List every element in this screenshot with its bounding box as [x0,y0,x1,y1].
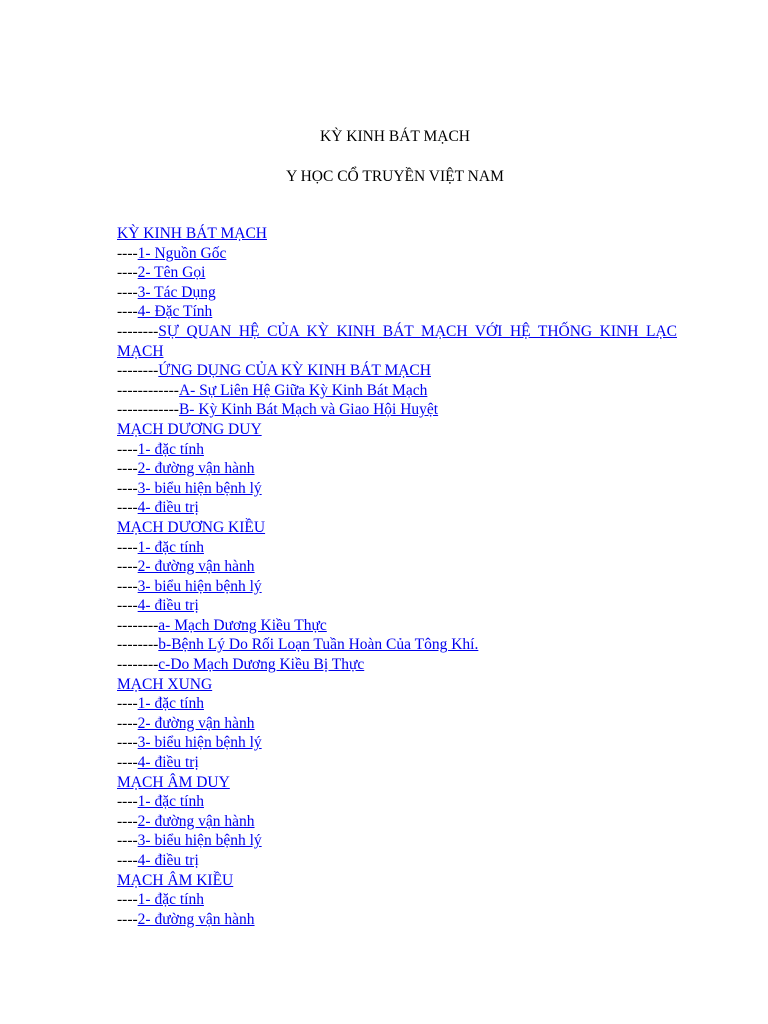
toc-item [117,498,677,518]
toc-link[interactable]: 3- biểu hiện bệnh lý [137,479,262,497]
toc-link[interactable]: 1- đặc tính [137,793,204,811]
toc-link[interactable]: MẠCH DƯƠNG KIỀU [117,518,266,536]
toc-indent-dashes: ---- [117,754,138,772]
toc-indent-dashes: ---- [117,695,138,713]
toc-item [117,753,677,773]
document-subtitle: Y HỌC CỔ TRUYỀN VIỆT NAM [286,168,504,185]
toc-link[interactable]: 4- điều trị [137,499,199,517]
toc-link[interactable]: 1- Nguồn Gốc [137,244,227,262]
toc-item [117,263,677,283]
toc-item [117,890,677,910]
toc-indent-dashes: ------------ [117,381,179,399]
toc-indent-dashes: ---- [117,577,138,595]
toc-link[interactable]: 2- Tên Gọi [137,264,206,282]
toc-item [117,635,677,655]
toc-link[interactable]: 1- đặc tính [137,891,204,909]
toc-item [117,655,677,675]
toc-indent-dashes: ---- [117,440,138,458]
toc-item [117,812,677,832]
toc-link[interactable]: MẠCH ÂM KIỀU [117,871,234,889]
toc-indent-dashes: ---- [117,852,138,869]
toc-link[interactable]: 3- biểu hiện bệnh lý [137,832,262,850]
toc-link[interactable]: ỨNG DỤNG CỦA KỲ KINH BÁT MẠCH [158,362,431,380]
toc-indent-dashes: ---- [117,479,138,497]
toc-link[interactable]: A- Sự Liên Hệ Giữa Kỳ Kinh Bát Mạch [178,381,428,399]
toc-item [117,479,677,499]
toc-link[interactable]: 3- biểu hiện bệnh lý [137,577,262,595]
toc-item [117,557,677,577]
toc-link[interactable]: 2- đường vận hành [137,910,255,928]
toc-indent-dashes: ---- [117,264,138,282]
toc-link[interactable]: 2- đường vận hành [137,460,255,478]
toc-link[interactable]: c-Do Mạch Dương Kiều Bị Thực [158,656,365,674]
toc-indent-dashes: ---- [117,597,138,615]
document-title: KỲ KINH BÁT MẠCH [320,128,470,145]
toc-indent-dashes: ---- [117,714,138,732]
toc-item [117,420,677,440]
toc-item [117,381,677,401]
toc-item [117,714,677,734]
toc-item [117,733,677,753]
toc-item [117,694,677,714]
toc-item [117,910,677,930]
toc-item [117,459,677,479]
toc-link[interactable]: 1- đặc tính [137,695,204,713]
toc-indent-dashes: ---- [117,244,138,262]
toc-link[interactable]: B- Kỳ Kinh Bát Mạch và Giao Hội Huyệt [178,401,439,419]
toc-indent-dashes: ---- [117,499,138,517]
toc-indent-dashes: ---- [117,558,138,576]
toc-link[interactable]: 4- điều trị [137,852,199,869]
toc-link[interactable]: SỰ QUAN HỆ CỦA KỲ KINH BÁT MẠCH VỚI HỆ THỐNG KINH LẠC MẠCH [117,322,677,360]
toc-item [117,224,677,244]
toc-item [117,400,677,420]
toc-link[interactable]: 2- đường vận hành [137,812,255,830]
toc-item [117,831,677,851]
toc-indent-dashes: ---- [117,793,138,811]
toc-indent-dashes: ---- [117,460,138,478]
toc-item [117,322,677,361]
toc-indent-dashes: ---- [117,538,138,556]
toc-link[interactable]: 4- Đặc Tính [137,303,213,321]
toc-item [117,851,677,871]
toc-link[interactable]: 3- Tác Dụng [137,283,216,301]
toc-link[interactable]: b-Bệnh Lý Do Rối Loạn Tuần Hoàn Của Tông Khí. [158,636,479,654]
toc-indent-dashes: ---- [117,734,138,752]
toc-item [117,440,677,460]
toc-link[interactable]: 3- biểu hiện bệnh lý [137,734,262,752]
toc-item [117,244,677,264]
toc-link[interactable]: 4- điều trị [137,754,199,772]
toc-link[interactable]: 2- đường vận hành [137,558,255,576]
toc-indent-dashes: -------- [117,656,159,674]
toc-item [117,792,677,812]
toc-link[interactable]: 2- đường vận hành [137,714,255,732]
toc-indent-dashes: -------- [117,616,159,634]
toc-link[interactable]: KỲ KINH BÁT MẠCH [117,225,267,242]
toc-indent-dashes: -------- [117,636,159,654]
toc-item [117,361,677,381]
toc-indent-dashes: ---- [117,891,138,909]
toc-indent-dashes: ---- [117,283,138,301]
toc-item [117,871,677,891]
toc-link[interactable]: MẠCH ÂM DUY [117,773,230,791]
toc-link[interactable]: 1- đặc tính [137,440,204,458]
toc-indent-dashes: ---- [117,303,138,321]
toc-link[interactable]: 4- điều trị [137,597,199,615]
toc-link[interactable]: MẠCH DƯƠNG DUY [117,420,262,438]
toc-indent-dashes: ---- [117,910,138,928]
toc-item [117,302,677,322]
toc-link[interactable]: a- Mạch Dương Kiều Thực [158,616,327,634]
toc-indent-dashes: ---- [117,812,138,830]
toc-item [117,577,677,597]
table-of-contents [117,224,677,929]
toc-link[interactable]: 1- đặc tính [137,538,204,556]
toc-link[interactable]: MẠCH XUNG [117,675,213,693]
toc-item [117,596,677,616]
toc-indent-dashes: ------------ [117,401,179,419]
toc-item [117,538,677,558]
toc-item [117,518,677,538]
toc-indent-dashes: -------- [117,322,159,340]
toc-indent-dashes: -------- [117,362,159,380]
toc-item [117,773,677,793]
toc-indent-dashes: ---- [117,832,138,850]
toc-item [117,616,677,636]
toc-item [117,675,677,695]
toc-item [117,283,677,303]
